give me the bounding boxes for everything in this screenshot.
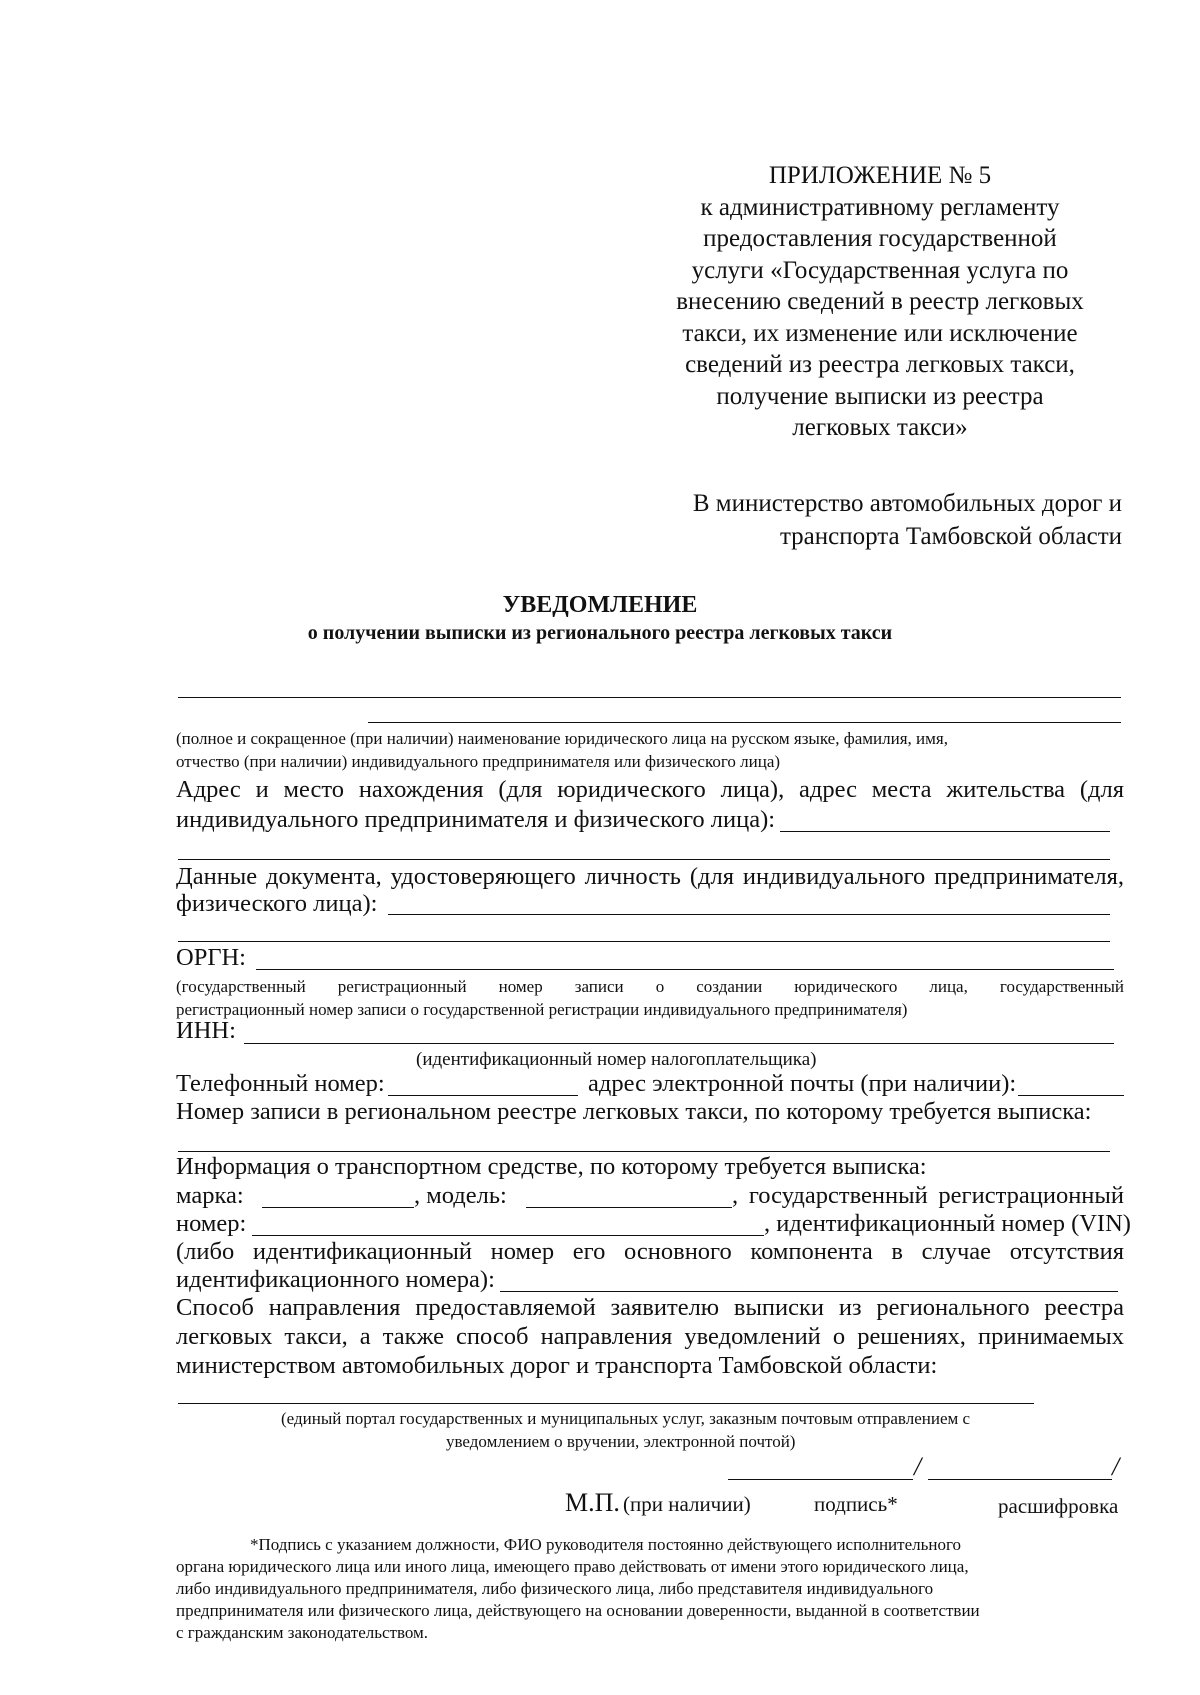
addressee-line: В министерство автомобильных дорог и bbox=[692, 490, 1122, 517]
footnote: с гражданским законодательством. bbox=[176, 1623, 429, 1642]
appendix-line: предоставления государственной bbox=[703, 225, 1057, 252]
vin-label: , идентификационный номер (VIN) bbox=[764, 1210, 1131, 1237]
delivery-method-label: министерством автомобильных дорог и транспорта Тамбовской области: bbox=[176, 1352, 938, 1379]
address-field-line-2[interactable] bbox=[178, 859, 1110, 860]
model-label: , модель: bbox=[414, 1182, 507, 1209]
component-label: (либо идентификационный номер его основного компонента в случае отсутствия bbox=[176, 1238, 1124, 1265]
record-number-field-line[interactable] bbox=[178, 1151, 1110, 1152]
delivery-method-field-line[interactable] bbox=[178, 1403, 1034, 1404]
component-label: идентификационного номера): bbox=[176, 1266, 495, 1293]
signature-slash: / bbox=[1112, 1452, 1120, 1481]
appendix-line: сведений из реестра легковых такси, bbox=[685, 351, 1075, 378]
signature-label: подпись* bbox=[814, 1492, 898, 1516]
delivery-method-note: (единый портал государственных и муниципальных услуг, заказным почтовым отправлением с bbox=[281, 1409, 971, 1428]
number-label: номер: bbox=[176, 1210, 247, 1237]
signature-slash: / bbox=[914, 1452, 922, 1481]
brand-field-line[interactable] bbox=[262, 1207, 414, 1208]
regnum-label: , государственный регистрационный bbox=[732, 1182, 1124, 1209]
email-field-line[interactable] bbox=[1018, 1095, 1124, 1096]
footnote: предпринимателя или физического лица, действующего на основании доверенности, выданной в соответствии bbox=[176, 1601, 980, 1620]
inn-field-line[interactable] bbox=[244, 1043, 1114, 1044]
phone-label: Телефонный номер: bbox=[176, 1070, 385, 1097]
signature-decode-field-line[interactable] bbox=[928, 1479, 1112, 1480]
ogrn-label: ОРГН: bbox=[176, 944, 246, 971]
ogrn-note: (государственный регистрационный номер записи о создании юридического лица, государственный bbox=[176, 977, 1124, 996]
appendix-line: легковых такси» bbox=[792, 414, 968, 441]
seal-note: (при наличии) bbox=[623, 1492, 751, 1516]
model-field-line[interactable] bbox=[526, 1207, 732, 1208]
name-field-line-2[interactable] bbox=[368, 722, 1121, 723]
appendix-line: к административному регламенту bbox=[700, 193, 1060, 221]
footnote: *Подпись с указанием должности, ФИО руководителя постоянно действующего исполнительного bbox=[250, 1535, 961, 1554]
delivery-method-label: легковых такси, а также способ направления уведомлений о решениях, принимаемых bbox=[176, 1323, 1124, 1350]
signature-field-line[interactable] bbox=[728, 1479, 913, 1480]
appendix-line: услуги «Государственная услуга по bbox=[691, 256, 1069, 284]
seal-label: М.П. bbox=[565, 1488, 620, 1517]
brand-label: марка: bbox=[176, 1182, 244, 1209]
name-field-note: (полное и сокращенное (при наличии) наименование юридического лица на русском языке, фамилия, имя, bbox=[176, 729, 948, 748]
addressee-line: транспорта Тамбовской области bbox=[779, 523, 1122, 550]
document-subtitle: о получении выписки из регионального реестра легковых такси bbox=[307, 622, 893, 644]
email-label: адрес электронной почты (при наличии): bbox=[588, 1070, 1017, 1097]
appendix-title: ПРИЛОЖЕНИЕ № 5 bbox=[768, 162, 992, 189]
delivery-method-label: Способ направления предоставляемой заявителю выписки из регионального реестра bbox=[176, 1294, 1124, 1321]
address-field-line[interactable] bbox=[780, 831, 1110, 832]
id-document-label: физического лица): bbox=[176, 890, 378, 917]
addressee bbox=[693, 487, 1122, 553]
phone-field-line[interactable] bbox=[388, 1095, 578, 1096]
address-label: индивидуального предпринимателя и физического лица): bbox=[176, 806, 776, 833]
regnum-field-line[interactable] bbox=[252, 1235, 764, 1236]
inn-label: ИНН: bbox=[176, 1017, 236, 1044]
footnote: либо индивидуального предпринимателя, либо физического лица, либо представителя индивидуального bbox=[176, 1579, 934, 1598]
address-label: Адрес и место нахождения (для юридического лица), адрес места жительства (для bbox=[176, 776, 1124, 803]
delivery-method-note: уведомлением о вручении, электронной почтой) bbox=[446, 1432, 796, 1451]
record-number-label: Номер записи в региональном реестре легковых такси, по которому требуется выписка: bbox=[176, 1098, 1092, 1125]
vehicle-info-label: Информация о транспортном средстве, по которому требуется выписка: bbox=[176, 1153, 927, 1180]
appendix-line: получение выписки из реестра bbox=[716, 382, 1044, 410]
document-title: УВЕДОМЛЕНИЕ bbox=[502, 592, 698, 618]
inn-note: (идентификационный номер налогоплательщика) bbox=[416, 1049, 817, 1070]
appendix-header bbox=[620, 160, 1140, 444]
name-field-note: отчество (при наличии) индивидуального предпринимателя или физического лица) bbox=[176, 752, 781, 771]
vin-field-line[interactable] bbox=[500, 1291, 1118, 1292]
id-document-field-line[interactable] bbox=[388, 914, 1110, 915]
signature-decode-label: расшифровка bbox=[998, 1494, 1119, 1518]
appendix-line: внесению сведений в реестр легковых bbox=[676, 288, 1084, 315]
name-field-line[interactable] bbox=[178, 697, 1121, 698]
ogrn-note: регистрационный номер записи о государственной регистрации индивидуального предпринимателя) bbox=[176, 1000, 908, 1019]
appendix-line: такси, их изменение или исключение bbox=[682, 319, 1078, 347]
footnote: органа юридического лица или иного лица, имеющего право действовать от имени этого юридического лица, bbox=[176, 1557, 969, 1576]
id-document-label: Данные документа, удостоверяющего личность (для индивидуального предпринимателя, bbox=[176, 863, 1124, 890]
ogrn-field-line[interactable] bbox=[256, 969, 1114, 970]
id-document-field-line-2[interactable] bbox=[178, 941, 1110, 942]
